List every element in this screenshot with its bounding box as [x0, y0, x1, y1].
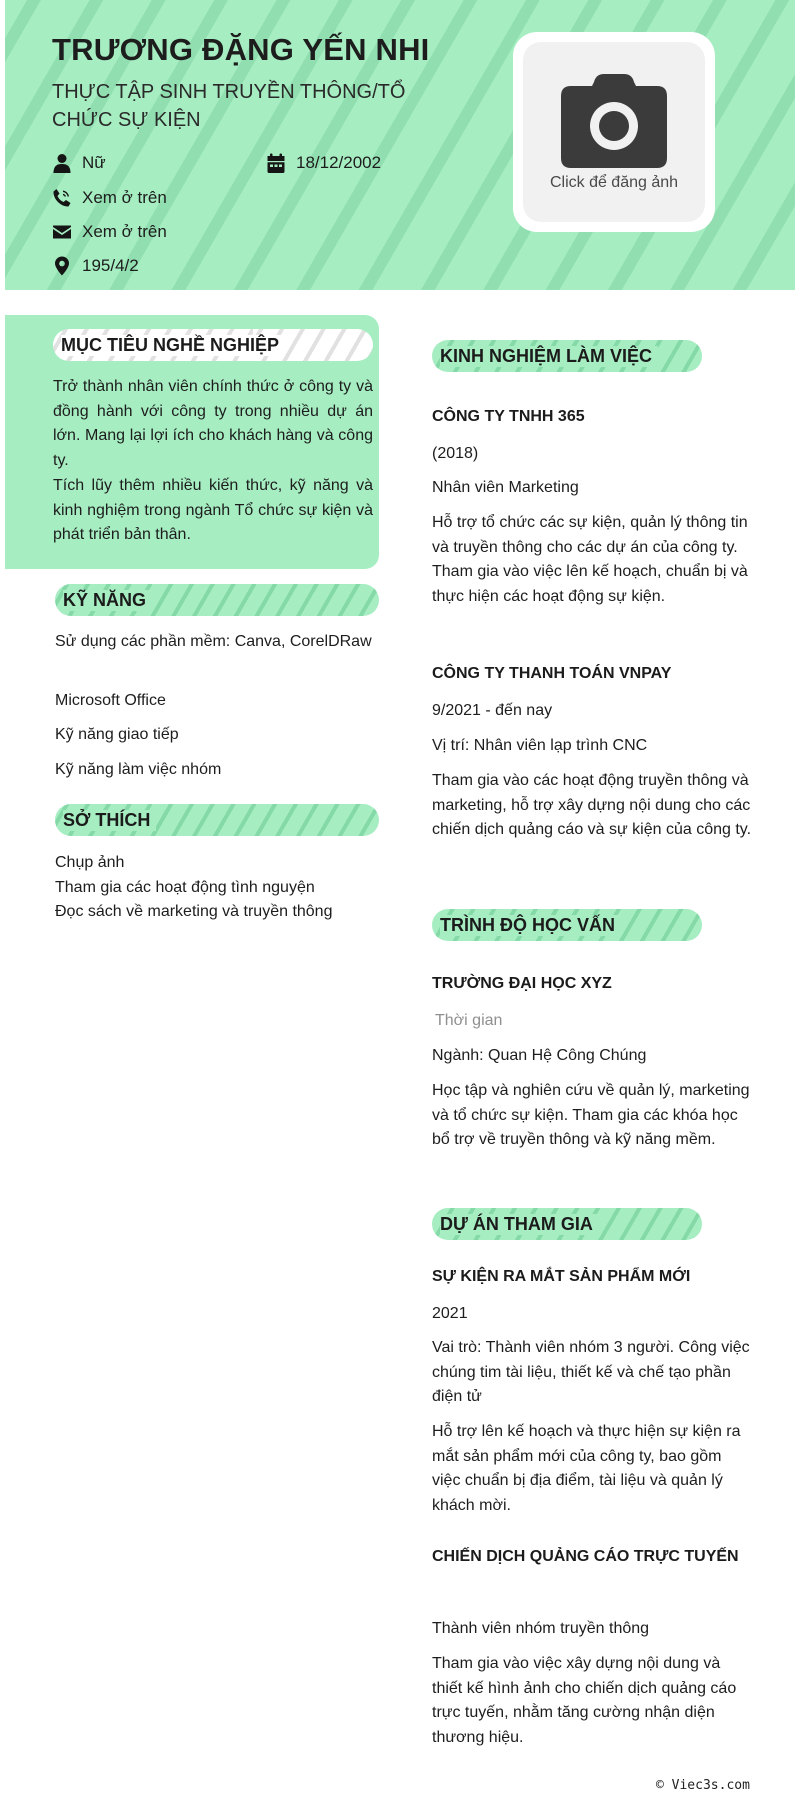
project-description[interactable]: Hỗ trợ lên kế hoạch và thực hiện sự kiện ra mắt sản phẩm mới của công ty, bao gồm việc chuẩn bị địa điểm, tài liệu và quản lý khách mời.	[432, 1423, 741, 1514]
person-icon	[52, 153, 72, 173]
objective-paragraph-1[interactable]: Trở thành nhân viên chính thức ở công ty và đồng hành với công ty trong nhiều dự án lớn. Mang lại lợi ích cho khách hàng và công ty.	[53, 378, 373, 469]
birthday-row[interactable]	[266, 153, 381, 173]
candidate-name[interactable]: TRƯƠNG ĐẶNG YẾN NHI	[52, 32, 430, 67]
birthday-value: 18/12/2002	[296, 153, 382, 172]
copyright-footer: © Viec3s.com	[656, 1778, 750, 1793]
job-position[interactable]: Vị trí: Nhân viên lạp trình CNC	[432, 737, 648, 754]
job-company[interactable]: CÔNG TY THANH TOÁN VNPAY	[432, 665, 672, 682]
job-period[interactable]: (2018)	[432, 445, 479, 462]
skill-item[interactable]: Kỹ năng giao tiếp	[55, 726, 179, 743]
job-title[interactable]: THỰC TẬP SINH TRUYỀN THÔNG/TỔ CHỨC SỰ KIỆN	[52, 81, 406, 131]
job-description[interactable]: Tham gia vào các hoạt động truyền thông và marketing, hỗ trợ xây dựng nội dung cho các chiến dịch quảng cáo và sự kiện của công ty.	[432, 772, 752, 838]
photo-upload[interactable]	[513, 32, 715, 232]
objective-paragraph-2[interactable]: Tích lũy thêm nhiều kiến thức, kỹ năng và kinh nghiệm trong ngành Tổ chức sự kiện và phát triển bản thân.	[53, 477, 373, 543]
hobby-item[interactable]: Chụp ảnh	[55, 854, 125, 871]
education-heading[interactable]: TRÌNH ĐỘ HỌC VẤN	[432, 909, 702, 941]
envelope-icon	[52, 222, 72, 242]
location-pin-icon	[52, 256, 72, 276]
camera-icon	[561, 72, 667, 168]
phone-row[interactable]	[52, 188, 167, 208]
skill-item[interactable]: Kỹ năng làm việc nhóm	[55, 761, 222, 778]
project-role[interactable]: Vai trò: Thành viên nhóm 3 người. Công việc chúng tim tài liệu, thiết kế và chế tạo phần điện tử	[432, 1339, 750, 1405]
project-year[interactable]: 2021	[432, 1305, 468, 1322]
education-description[interactable]: Học tập và nghiên cứu về quản lý, marketing và tổ chức sự kiện. Tham gia các khóa học bổ trợ về truyền thông và kỹ năng mềm.	[432, 1082, 750, 1148]
project-description[interactable]: Tham gia vào việc xây dựng nội dung và thiết kế hình ảnh cho chiến dịch quảng cáo trực tuyến, nhằm tăng cường nhận diện thương hiệu.	[432, 1655, 737, 1746]
skills-heading[interactable]: KỸ NĂNG	[55, 584, 379, 616]
email-value: Xem ở trên	[82, 222, 167, 241]
objective-heading[interactable]: MỤC TIÊU NGHỀ NGHIỆP	[53, 329, 373, 361]
experience-heading[interactable]: KINH NGHIỆM LÀM VIỆC	[432, 340, 702, 372]
photo-caption: Click để đăng ảnh	[549, 174, 679, 191]
hobby-item[interactable]: Tham gia các hoạt động tình nguyện	[55, 879, 315, 896]
header-banner	[5, 0, 795, 290]
gender-row[interactable]	[52, 153, 106, 173]
address-value: 195/4/2	[82, 256, 139, 275]
skill-item[interactable]: Sử dụng các phần mềm: Canva, CorelDRaw	[55, 633, 372, 650]
hobbies-heading[interactable]: SỞ THÍCH	[55, 804, 379, 836]
skill-item[interactable]: Microsoft Office	[55, 692, 166, 709]
job-position[interactable]: Nhân viên Marketing	[432, 479, 579, 496]
job-period[interactable]: 9/2021 - đến nay	[432, 702, 553, 719]
project-name[interactable]: SỰ KIỆN RA MẮT SẢN PHẨM MỚI	[432, 1268, 691, 1285]
projects-heading[interactable]: DỰ ÁN THAM GIA	[432, 1208, 702, 1240]
job-description[interactable]: Hỗ trợ tổ chức các sự kiện, quản lý thông tin và truyền thông cho các dự án của công ty. Tham gia vào việc lên kế hoạch, chuẩn bị và thực hiện các hoạt động sự kiện.	[432, 514, 748, 605]
project-name[interactable]: CHIẾN DỊCH QUẢNG CÁO TRỰC TUYẾN	[432, 1548, 739, 1565]
project-role[interactable]: Thành viên nhóm truyền thông	[432, 1620, 650, 1637]
education-major[interactable]: Ngành: Quan Hệ Công Chúng	[432, 1047, 647, 1064]
phone-value: Xem ở trên	[82, 188, 167, 207]
gender-value: Nữ	[82, 153, 106, 172]
education-time[interactable]: Thời gian	[435, 1012, 503, 1029]
job-company[interactable]: CÔNG TY TNHH 365	[432, 408, 585, 425]
hobby-item[interactable]: Đọc sách về marketing và truyền thông	[55, 903, 333, 920]
email-row[interactable]	[52, 222, 167, 242]
calendar-icon	[266, 153, 286, 173]
photo-placeholder[interactable]	[523, 42, 705, 222]
phone-icon	[52, 188, 72, 208]
address-row[interactable]	[52, 256, 139, 276]
school-name[interactable]: TRƯỜNG ĐẠI HỌC XYZ	[432, 975, 612, 992]
